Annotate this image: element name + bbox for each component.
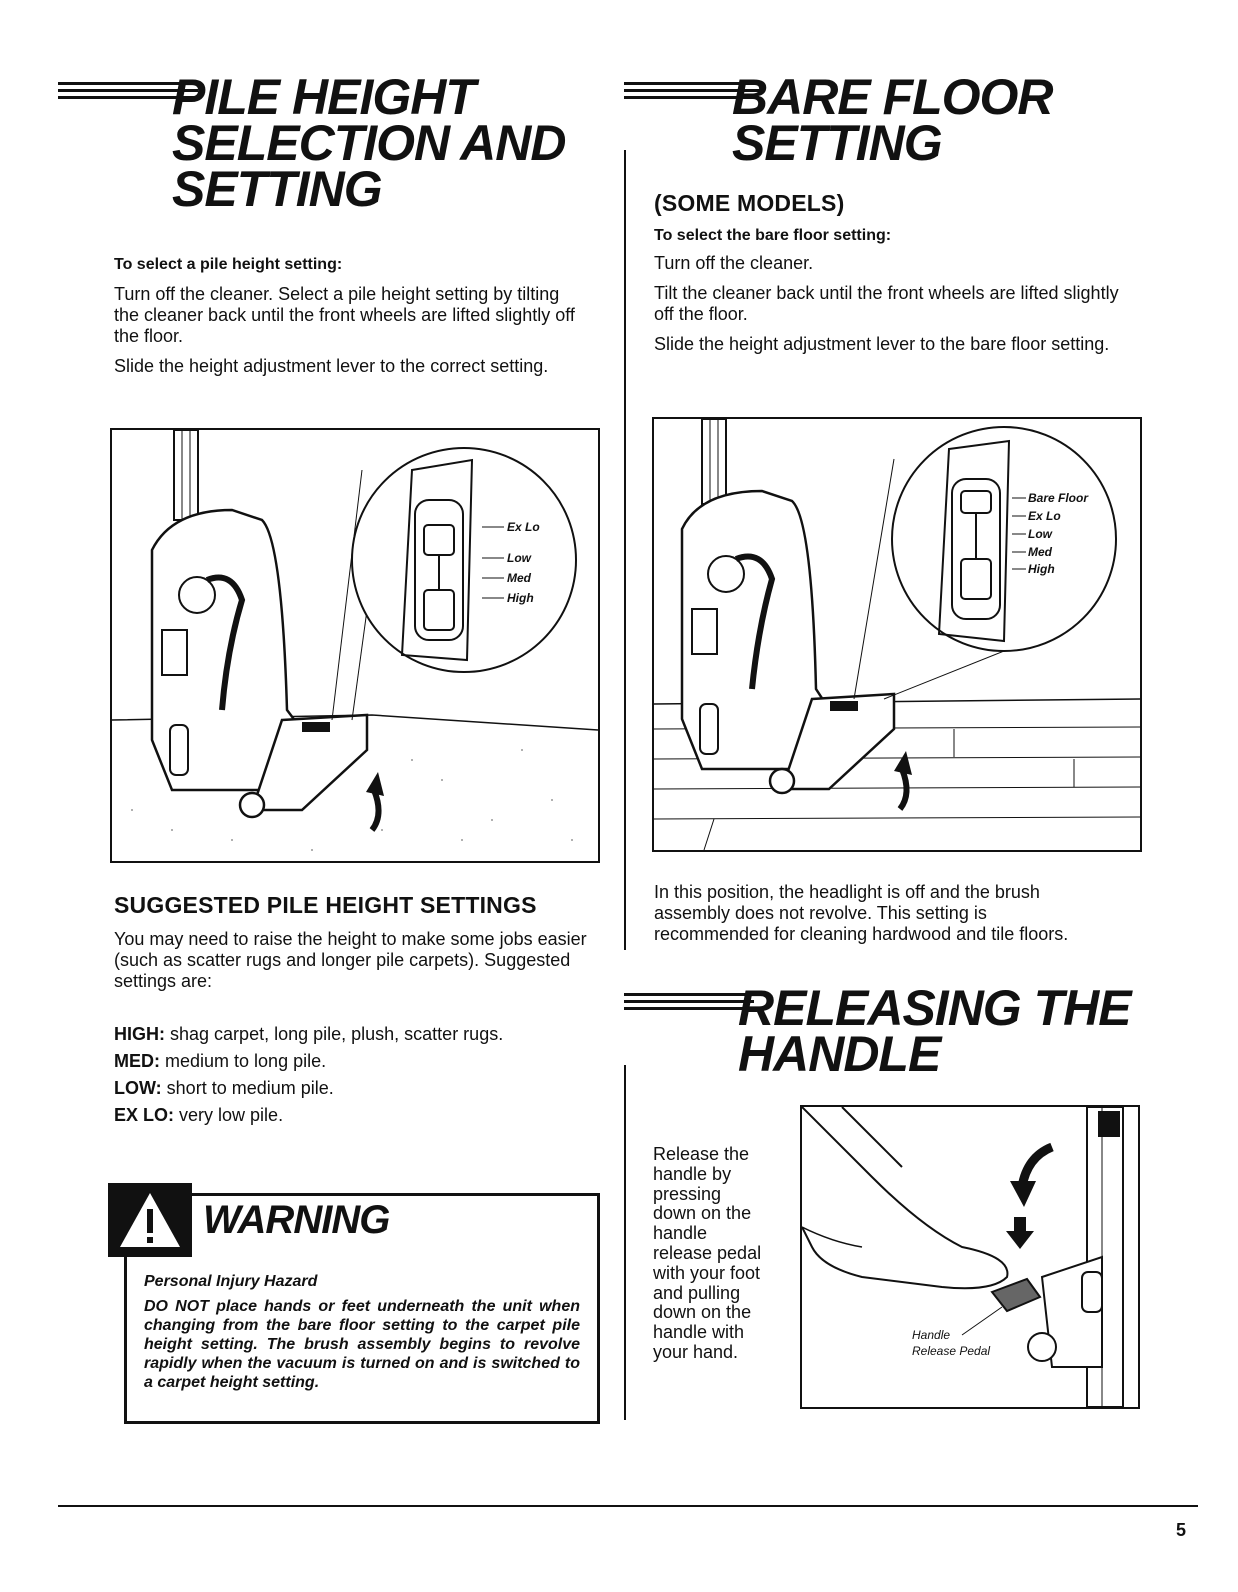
- lever-label: Low: [1028, 527, 1052, 541]
- text-line: pressing: [653, 1183, 722, 1204]
- setting-label: HIGH:: [114, 1024, 165, 1044]
- figure-handle-release: [800, 1105, 1140, 1409]
- figure-pile-height-lever: [110, 428, 600, 863]
- lever-label: High: [507, 591, 534, 605]
- release-instructions: [653, 1145, 803, 1363]
- setting-item: [114, 1078, 604, 1099]
- paragraph: Turn off the cleaner.: [654, 253, 814, 273]
- foot-pedal-illustration: [802, 1107, 1138, 1407]
- setting-item: [114, 1105, 604, 1126]
- warning-hazard: Personal Injury Hazard: [144, 1273, 318, 1290]
- text-line: down on the: [653, 1203, 752, 1224]
- text-line: handle with: [653, 1322, 745, 1343]
- lever-label: High: [1028, 562, 1055, 576]
- lever-label: Bare Floor: [1028, 491, 1089, 505]
- subhead-pile-height: To select a pile height setting:: [114, 256, 343, 273]
- column-divider: [624, 1065, 626, 1420]
- warning-triangle-icon: [108, 1183, 192, 1257]
- text-line: with your foot: [653, 1262, 761, 1283]
- heading-line: HANDLE: [738, 1026, 941, 1082]
- vacuum-illustration: [654, 419, 1140, 850]
- setting-text: very low pile.: [179, 1105, 284, 1125]
- lever-label: Med: [1028, 545, 1052, 559]
- text-line: handle by: [653, 1163, 732, 1184]
- warning-icon: [108, 1183, 192, 1257]
- heading-rules-release: [624, 993, 754, 1014]
- suggested-heading: SUGGESTED PILE HEIGHT SETTINGS: [114, 892, 537, 918]
- heading-releasing-handle: [738, 980, 1158, 1082]
- models-note: (SOME MODELS): [654, 190, 845, 216]
- heading-line: SETTING: [172, 161, 382, 217]
- text-line: handle: [653, 1223, 708, 1244]
- vacuum-illustration: [112, 430, 598, 861]
- suggested-intro: You may need to raise the height to make some jobs easier (such as scatter rugs and longer pile carpets). Suggested settings are:: [114, 929, 587, 991]
- page-number: 5: [1176, 1520, 1187, 1540]
- heading-bare-floor: [732, 69, 1152, 171]
- pedal-label: Handle: [912, 1328, 951, 1342]
- warning-content: [144, 1272, 580, 1392]
- footer-rule: [58, 1505, 1198, 1507]
- subhead-bare-floor: To select the bare floor setting:: [654, 227, 892, 244]
- heading-line: BARE FLOOR: [732, 69, 1053, 125]
- text-line: and pulling: [653, 1282, 741, 1303]
- setting-text: medium to long pile.: [165, 1051, 327, 1071]
- lever-label: Med: [507, 571, 531, 585]
- text-line: your hand.: [653, 1341, 739, 1362]
- text-line: release pedal: [653, 1242, 762, 1263]
- lever-label: Ex Lo: [1028, 509, 1061, 523]
- lever-label: Low: [507, 551, 531, 565]
- warning-title: WARNING: [203, 1198, 390, 1242]
- setting-label: LOW:: [114, 1078, 162, 1098]
- heading-line: SETTING: [732, 115, 942, 171]
- bare-floor-instructions: [654, 190, 1134, 364]
- lever-label: Ex Lo: [507, 520, 540, 534]
- text-line: down on the: [653, 1302, 752, 1323]
- paragraph: Turn off the cleaner. Select a pile height setting by tilting the cleaner back until the front wheels are lifted slightly off the floor.: [114, 284, 575, 346]
- setting-label: EX LO:: [114, 1105, 175, 1125]
- setting-label: MED:: [114, 1051, 160, 1071]
- bare-floor-note: In this position, the headlight is off and the brush assembly does not revolve. This setting is recommended for cleaning hardwood and tile floors.: [654, 882, 1069, 944]
- paragraph: Tilt the cleaner back until the front wheels are lifted slightly off the floor.: [654, 283, 1119, 324]
- heading-line: RELEASING THE: [738, 980, 1131, 1036]
- warning-text: DO NOT place hands or feet underneath the unit when changing from the bare floor setting to the carpet pile height setting. The brush assembly begins to revolve rapidly when the vacuum is turned on and is switched to a carpet height setting.: [144, 1298, 580, 1391]
- heading-line: PILE HEIGHT: [172, 69, 475, 125]
- setting-text: short to medium pile.: [166, 1078, 334, 1098]
- pile-height-instructions: [114, 256, 584, 386]
- heading-pile-height: [172, 69, 612, 217]
- setting-item: [114, 1024, 604, 1045]
- heading-line: SELECTION AND: [172, 115, 566, 171]
- setting-item: [114, 1051, 604, 1072]
- setting-text: shag carpet, long pile, plush, scatter rugs.: [170, 1024, 504, 1044]
- suggested-settings: [114, 892, 604, 1132]
- figure-bare-floor-lever: [652, 417, 1142, 852]
- paragraph: Slide the height adjustment lever to the bare floor setting.: [654, 334, 1110, 354]
- paragraph: Slide the height adjustment lever to the correct setting.: [114, 356, 549, 376]
- pedal-label: Release Pedal: [912, 1344, 991, 1358]
- column-divider: [624, 150, 626, 950]
- text-line: Release the: [653, 1144, 750, 1164]
